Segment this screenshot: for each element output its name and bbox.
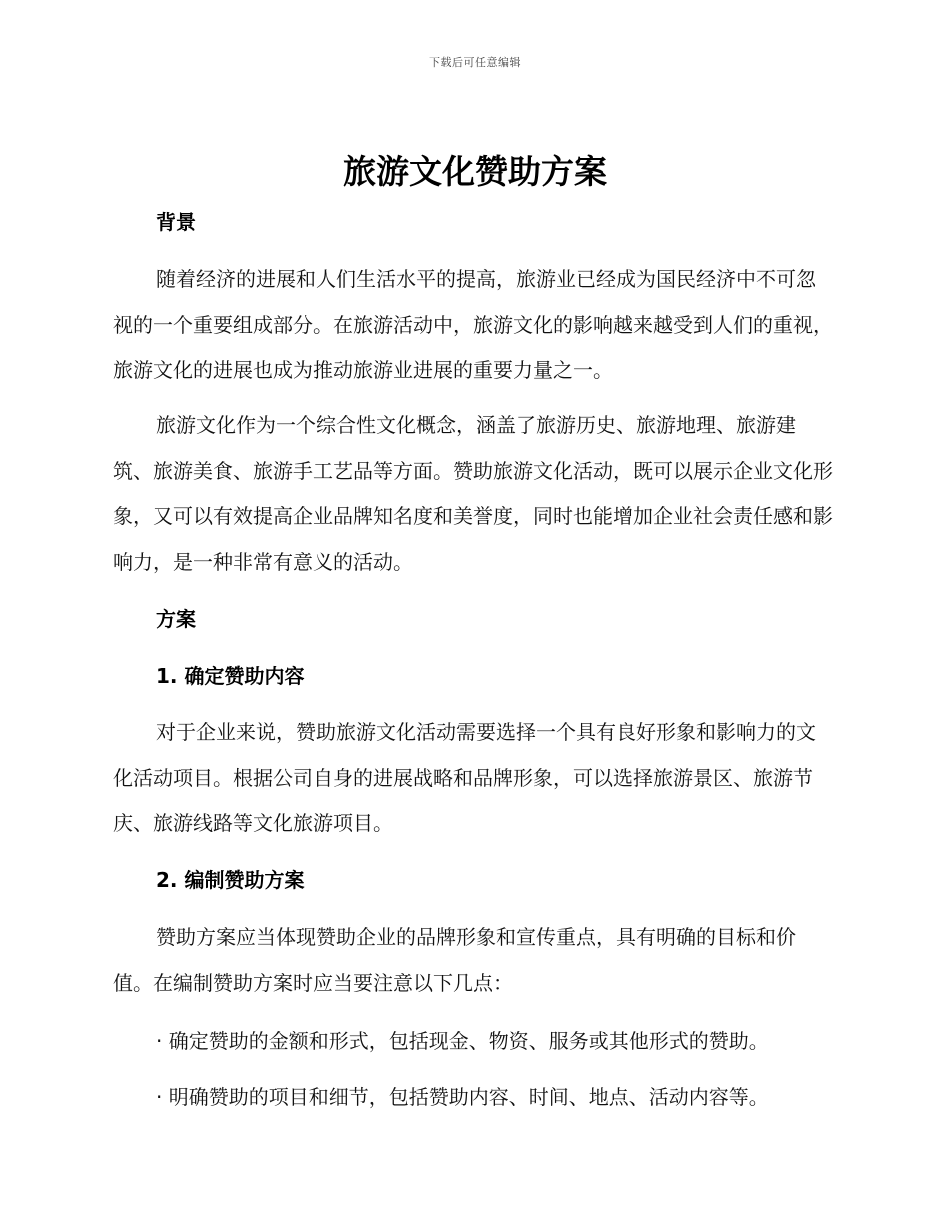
heading-plan: 方案 [156,607,196,631]
bullet-item-2: · 明确赞助的项目和细节，包括赞助内容、时间、地点、活动内容等。 [156,1085,769,1109]
paragraph-background-1: 随着经济的进展和人们生活水平的提高，旅游业已经成为国民经济中不可忽视的一个重要组成部分。在旅游活动中，旅游文化的影响越来越受到人们的重视，旅游文化的进展也成为推动旅游业进展的重要力量之一。 [113,267,833,382]
paragraph-item-1: 对于企业来说，赞助旅游文化活动需要选择一个具有良好形象和影响力的文化活动项目。根据公司自身的进展战略和品牌形象，可以选择旅游景区、旅游节庆、旅游线路等文化旅游项目。 [113,720,816,835]
heading-item-2: 2. 编制赞助方案 [156,868,305,892]
paragraph-background-2: 旅游文化作为一个综合性文化概念，涵盖了旅游历史、旅游地理、旅游建筑、旅游美食、旅游手工艺品等方面。赞助旅游文化活动，既可以展示企业文化形象，又可以有效提高企业品牌知名度和美誉度，同时也能增加企业社会责任感和影响力，是一种非常有意义的活动。 [113,413,833,574]
heading-item-1: 1. 确定赞助内容 [156,664,305,688]
document-title: 旅游文化赞助方案 [343,152,607,191]
bullet-item-1: · 确定赞助的金额和形式，包括现金、物资、服务或其他形式的赞助。 [156,1029,769,1053]
paragraph-item-2: 赞助方案应当体现赞助企业的品牌形象和宣传重点，具有明确的目标和价值。在编制赞助方案时应当要注意以下几点： [113,925,796,995]
heading-background: 背景 [156,210,196,234]
header-note: 下载后可任意编辑 [429,56,521,69]
